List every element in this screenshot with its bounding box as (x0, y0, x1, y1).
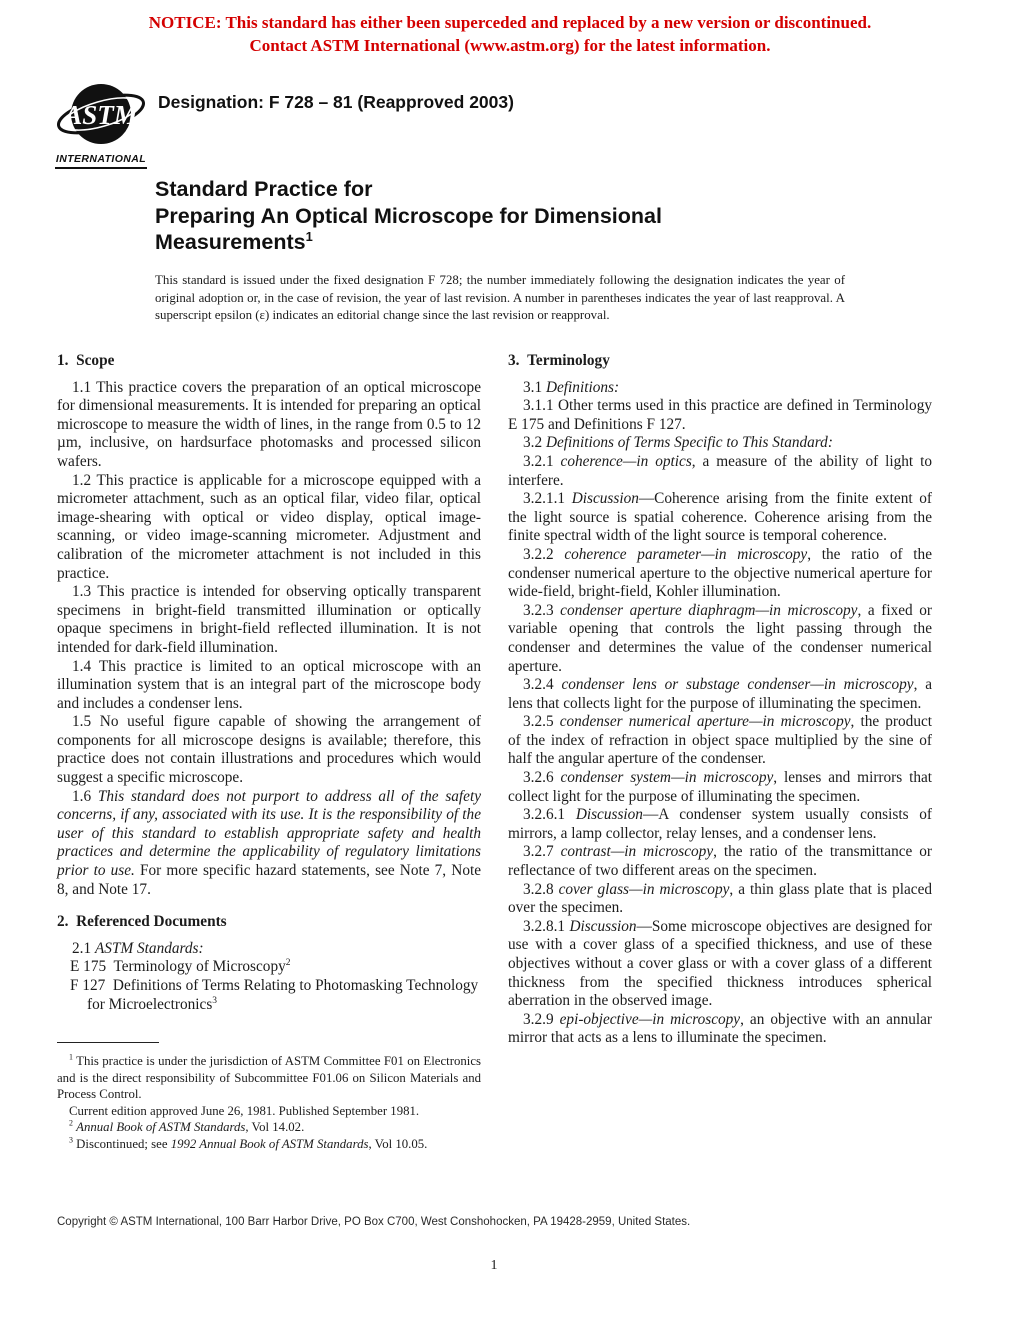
para-1-3: 1.3 This practice is intended for observing optically transparent specimens in bright-field transmitted illumination or optically opaque specimens in bright-field reflected illumination. It is not intended for dark-field illumination. (57, 583, 481, 656)
para-3-2-6-1: 3.2.6.1 Discussion—A condenser system usually consists of mirrors, a lamp collector, relay lenses, and a condenser lens. (508, 806, 933, 842)
astm-logo-text: ASTM (64, 100, 138, 130)
document-title (155, 176, 915, 256)
para-1-1: 1.1 This practice covers the preparation of an optical microscope for dimensional measurements. It is intended for preparing an optical microscope to measure the width of lines, in the range from 0.5 to 12 µm, inclusive, on hardsurface photomasks and processed silicon wafers. (57, 378, 481, 470)
title-line-3 (155, 229, 915, 256)
para-3-2-9: 3.2.9 epi-objective—in microscopy, an objective with an annular mirror that acts as a lens to illuminate the specimen. (508, 1010, 933, 1047)
footnote-1: $^1$ This practice is under the jurisdiction of ASTM Committee F01 on Electronics and is the direct responsibility of Subcommittee F01.06 on Silicon Materials and Process Control. (57, 1052, 481, 1102)
astm-logo (55, 80, 147, 169)
para-3-2-8-1: 3.2.8.1 Discussion—Some microscope objectives are designed for use with a cover glass of a specified thickness, and use of these objectives without a cover glass or with a cover glass of a different thickness from the specified thickness introduces spherical aberration in the observed image. (508, 917, 932, 1010)
footnote-list (57, 1053, 481, 1153)
footnote-edition: Current edition approved June 26, 1981. Published September 1981. (69, 1103, 420, 1118)
para-3-2-8: 3.2.8 cover glass—in microscopy, a thin glass plate that is placed over the specimen. (508, 880, 933, 917)
footnote-2: $^2$ Annual Book of ASTM Standards, Vol 14.02. (69, 1119, 305, 1135)
para-3-2-4: 3.2.4 condenser lens or substage condenser—in microscopy, a lens that collects light for the purpose of illuminating the specimen. (508, 676, 933, 712)
para-3-2-1: 3.2.1 coherence—in optics, a measure of the ability of light to interfere. (508, 452, 932, 489)
ref-f127: F 127 Definitions of Terms Relating to Photomasking Technology for Microelectronics$^3$ (70, 977, 479, 1013)
footnote-divider (57, 1042, 159, 1043)
para-3-2-2: 3.2.2 coherence parameter—in microscopy, the ratio of the condenser numerical aperture to the objective numerical aperture for wide-field, bright-field, Kohler illumination. (508, 545, 932, 601)
page-number: 1 (490, 1258, 498, 1273)
para-1-6: 1.6 This standard does not purport to address all of the safety concerns, if any, associated with its use. It is the responsibility of the user of this standard to establish appropriate safety and health practices and determine the applicability of regulatory limitations prior to use. For more specific hazard statements, see Note 7, Note 8, and Note 17. (57, 787, 482, 898)
ref-e175: E 175 Terminology of Microscopy$^2$ (70, 958, 291, 976)
para-1-5: 1.5 No useful figure capable of showing the arrangement of components for all microscope designs is available; therefore, this practice does not contain illustrations and procedures which would suggest a specific microscope. (57, 713, 481, 787)
para-3-2-6: 3.2.6 condenser system—in microscopy, lenses and mirrors that collect light for the purpose of illuminating the specimen. (508, 769, 933, 805)
title-line-3-text: Measurements (155, 230, 306, 254)
astm-globe-icon (55, 80, 147, 150)
copyright-line: Copyright © ASTM International, 100 Barr Harbor Drive, PO Box C700, West Conshohocken, PA 19428-2959, United States. (57, 1216, 691, 1228)
astm-logo-subtext: INTERNATIONAL (55, 153, 147, 169)
para-3-2-5: 3.2.5 condenser numerical aperture—in microscopy, the product of the index of refraction in object space multiplied by the sine of half the angular aperture of the condenser. (508, 713, 933, 768)
para-1-2: 1.2 This practice is applicable for a microscope equipped with a micrometer attachment, such as an optical filar, video filar, optical image-shearing with optical or video display, optical image-scanning, or video image-scanning micrometer. Adjustment and calibration of the micrometer attachment is not included in this practice. (57, 471, 481, 582)
para-3-2-7: 3.2.7 contrast—in microscopy, the ratio of the transmittance or reflectance of two different areas on the specimen. (508, 843, 933, 880)
para-1-4: 1.4 This practice is limited to an optical microscope with an illumination system that is an integral part of the microscope body and includes a condenser lens. (57, 657, 481, 712)
para-3-2: 3.2 Definitions of Terms Specific to This Standard: (523, 434, 833, 452)
designation: Designation: F 728 – 81 (Reapproved 2003) (158, 92, 514, 112)
para-3-2-3: 3.2.3 condenser aperture diaphragm—in microscopy, a fixed or variable opening that controls the light passing through the condenser and determines the value of the condenser numerical aperture. (508, 601, 933, 675)
title-line-2: Preparing An Optical Microscope for Dimensional (155, 203, 662, 228)
section-2-heading: 2. Referenced Documents (57, 913, 227, 931)
para-2-1: 2.1 ASTM Standards: (72, 939, 204, 957)
notice-banner (0, 12, 1020, 57)
notice-line-2: Contact ASTM International (www.astm.org) for the latest information. (249, 35, 771, 55)
notice-line-1: NOTICE: This standard has either been superceded and replaced by a new version or discontinued. (148, 13, 872, 32)
title-line-1: Standard Practice for (155, 177, 373, 201)
para-3-1-1: 3.1.1 Other terms used in this practice are defined in Terminology E 175 and Definitions F 127. (508, 397, 932, 433)
para-3-1: 3.1 Definitions: (523, 378, 620, 396)
footnote-block (57, 1042, 481, 1153)
para-3-2-1-1: 3.2.1.1 Discussion—Coherence arising from the finite extent of the light source is spatial coherence. Coherence arising from the finite spectral width of the light source is temporal coherence. (508, 490, 932, 545)
section-1-heading: 1. Scope (57, 352, 115, 369)
footnote-3: $^3$ Discontinued; see 1992 Annual Book of ASTM Standards, Vol 10.05. (69, 1135, 428, 1151)
right-column (508, 352, 932, 1048)
issuance-note: This standard is issued under the fixed designation F 728; the number immediately following the designation indicates the year of original adoption or, in the case of revision, the year of last revision. A number in parentheses indicates the year of last reapproval. A superscript epsilon (ε) indicates an editorial change since the last revision or reapproval. (155, 273, 845, 322)
section-3-heading: 3. Terminology (508, 352, 610, 369)
title-footnote-ref: 1 (305, 228, 313, 244)
left-column (57, 352, 481, 1014)
